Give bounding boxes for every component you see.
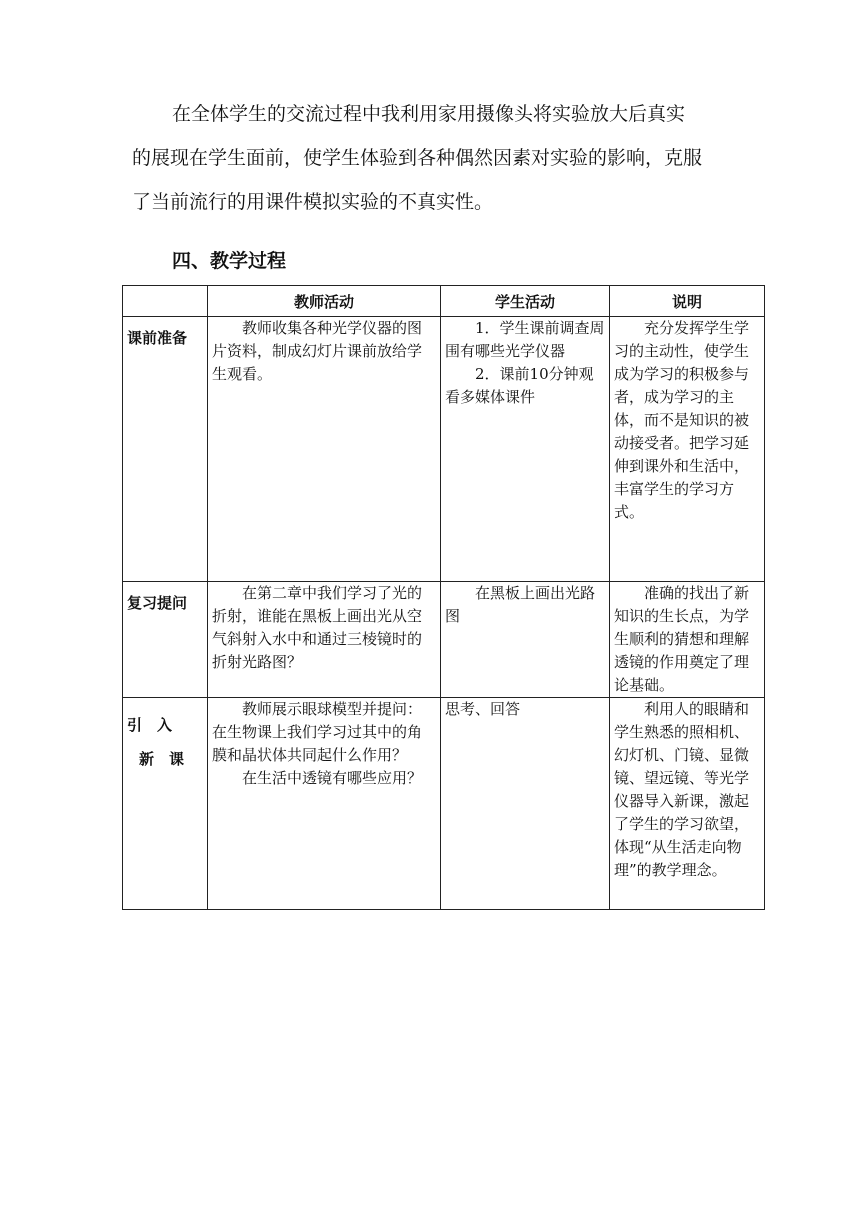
student-activity-text: 1．学生课前调查周围有哪些光学仪器	[445, 319, 605, 360]
teacher-activity-text: 在生活中透镜有哪些应用？	[242, 769, 423, 787]
row-label-text: 课前准备	[127, 329, 188, 347]
table-row	[123, 582, 765, 698]
header-cell-student: 学生活动	[441, 286, 610, 317]
row-label	[123, 317, 208, 582]
table-row	[123, 698, 765, 910]
intro-line: 了当前流行的用课件模拟实验的不真实性。	[132, 191, 494, 213]
intro-paragraph	[132, 92, 752, 224]
note-cell	[610, 317, 765, 582]
note-cell	[610, 698, 765, 910]
row-label-text: 引 入	[127, 716, 173, 734]
note-text: 准确的找出了新知识的生长点，为学生顺利的猜想和理解透镜的作用奠定了理论基础。	[614, 584, 750, 694]
student-activity-cell	[441, 698, 610, 910]
student-activity-text: 2．课前10分钟观看多媒体课件	[445, 365, 594, 406]
row-label	[123, 698, 208, 910]
student-activity-cell	[441, 317, 610, 582]
header-cell-teacher: 教师活动	[208, 286, 441, 317]
teaching-process-table	[122, 285, 765, 910]
teacher-activity-cell	[208, 698, 441, 910]
row-label	[123, 582, 208, 698]
teacher-activity-text: 教师展示眼球模型并提问：在生物课上我们学习过其中的角膜和晶状体共同起什么作用？	[212, 700, 423, 764]
header-cell-note: 说明	[610, 286, 765, 317]
row-label-text: 复习提问	[127, 594, 188, 612]
teacher-activity-text: 教师收集各种光学仪器的图片资料，制成幻灯片课前放给学生观看。	[212, 319, 423, 383]
header-cell-blank	[123, 286, 208, 317]
student-activity-text: 思考、回答	[445, 700, 521, 718]
teacher-activity-cell	[208, 317, 441, 582]
table-header-row	[123, 286, 765, 317]
note-cell	[610, 582, 765, 698]
student-activity-cell	[441, 582, 610, 698]
intro-line: 在全体学生的交流过程中我利用家用摄像头将实验放大后真实	[172, 103, 686, 125]
teacher-activity-text: 在第二章中我们学习了光的折射，谁能在黑板上画出光从空气斜射入水中和通过三棱镜时的折射光路图？	[212, 584, 423, 671]
table-row	[123, 317, 765, 582]
row-label-text: 新 课	[139, 750, 185, 768]
note-text: 利用人的眼睛和学生熟悉的照相机、幻灯机、门镜、显微镜、望远镜、等光学仪器导入新课，激起了学生的学习欲望，体现“从生活走向物理”的教学理念。	[614, 700, 750, 879]
note-text: 充分发挥学生学习的主动性，使学生成为学习的积极参与者，成为学习的主体，而不是知识的被动接受者。把学习延伸到课外和生活中，丰富学生的学习方式。	[614, 319, 750, 521]
intro-line: 的展现在学生面前，使学生体验到各种偶然因素对实验的影响，克服	[132, 147, 703, 169]
teacher-activity-cell	[208, 582, 441, 698]
student-activity-text: 在黑板上画出光路图	[445, 584, 596, 625]
section-heading: 四、教学过程	[172, 250, 287, 272]
